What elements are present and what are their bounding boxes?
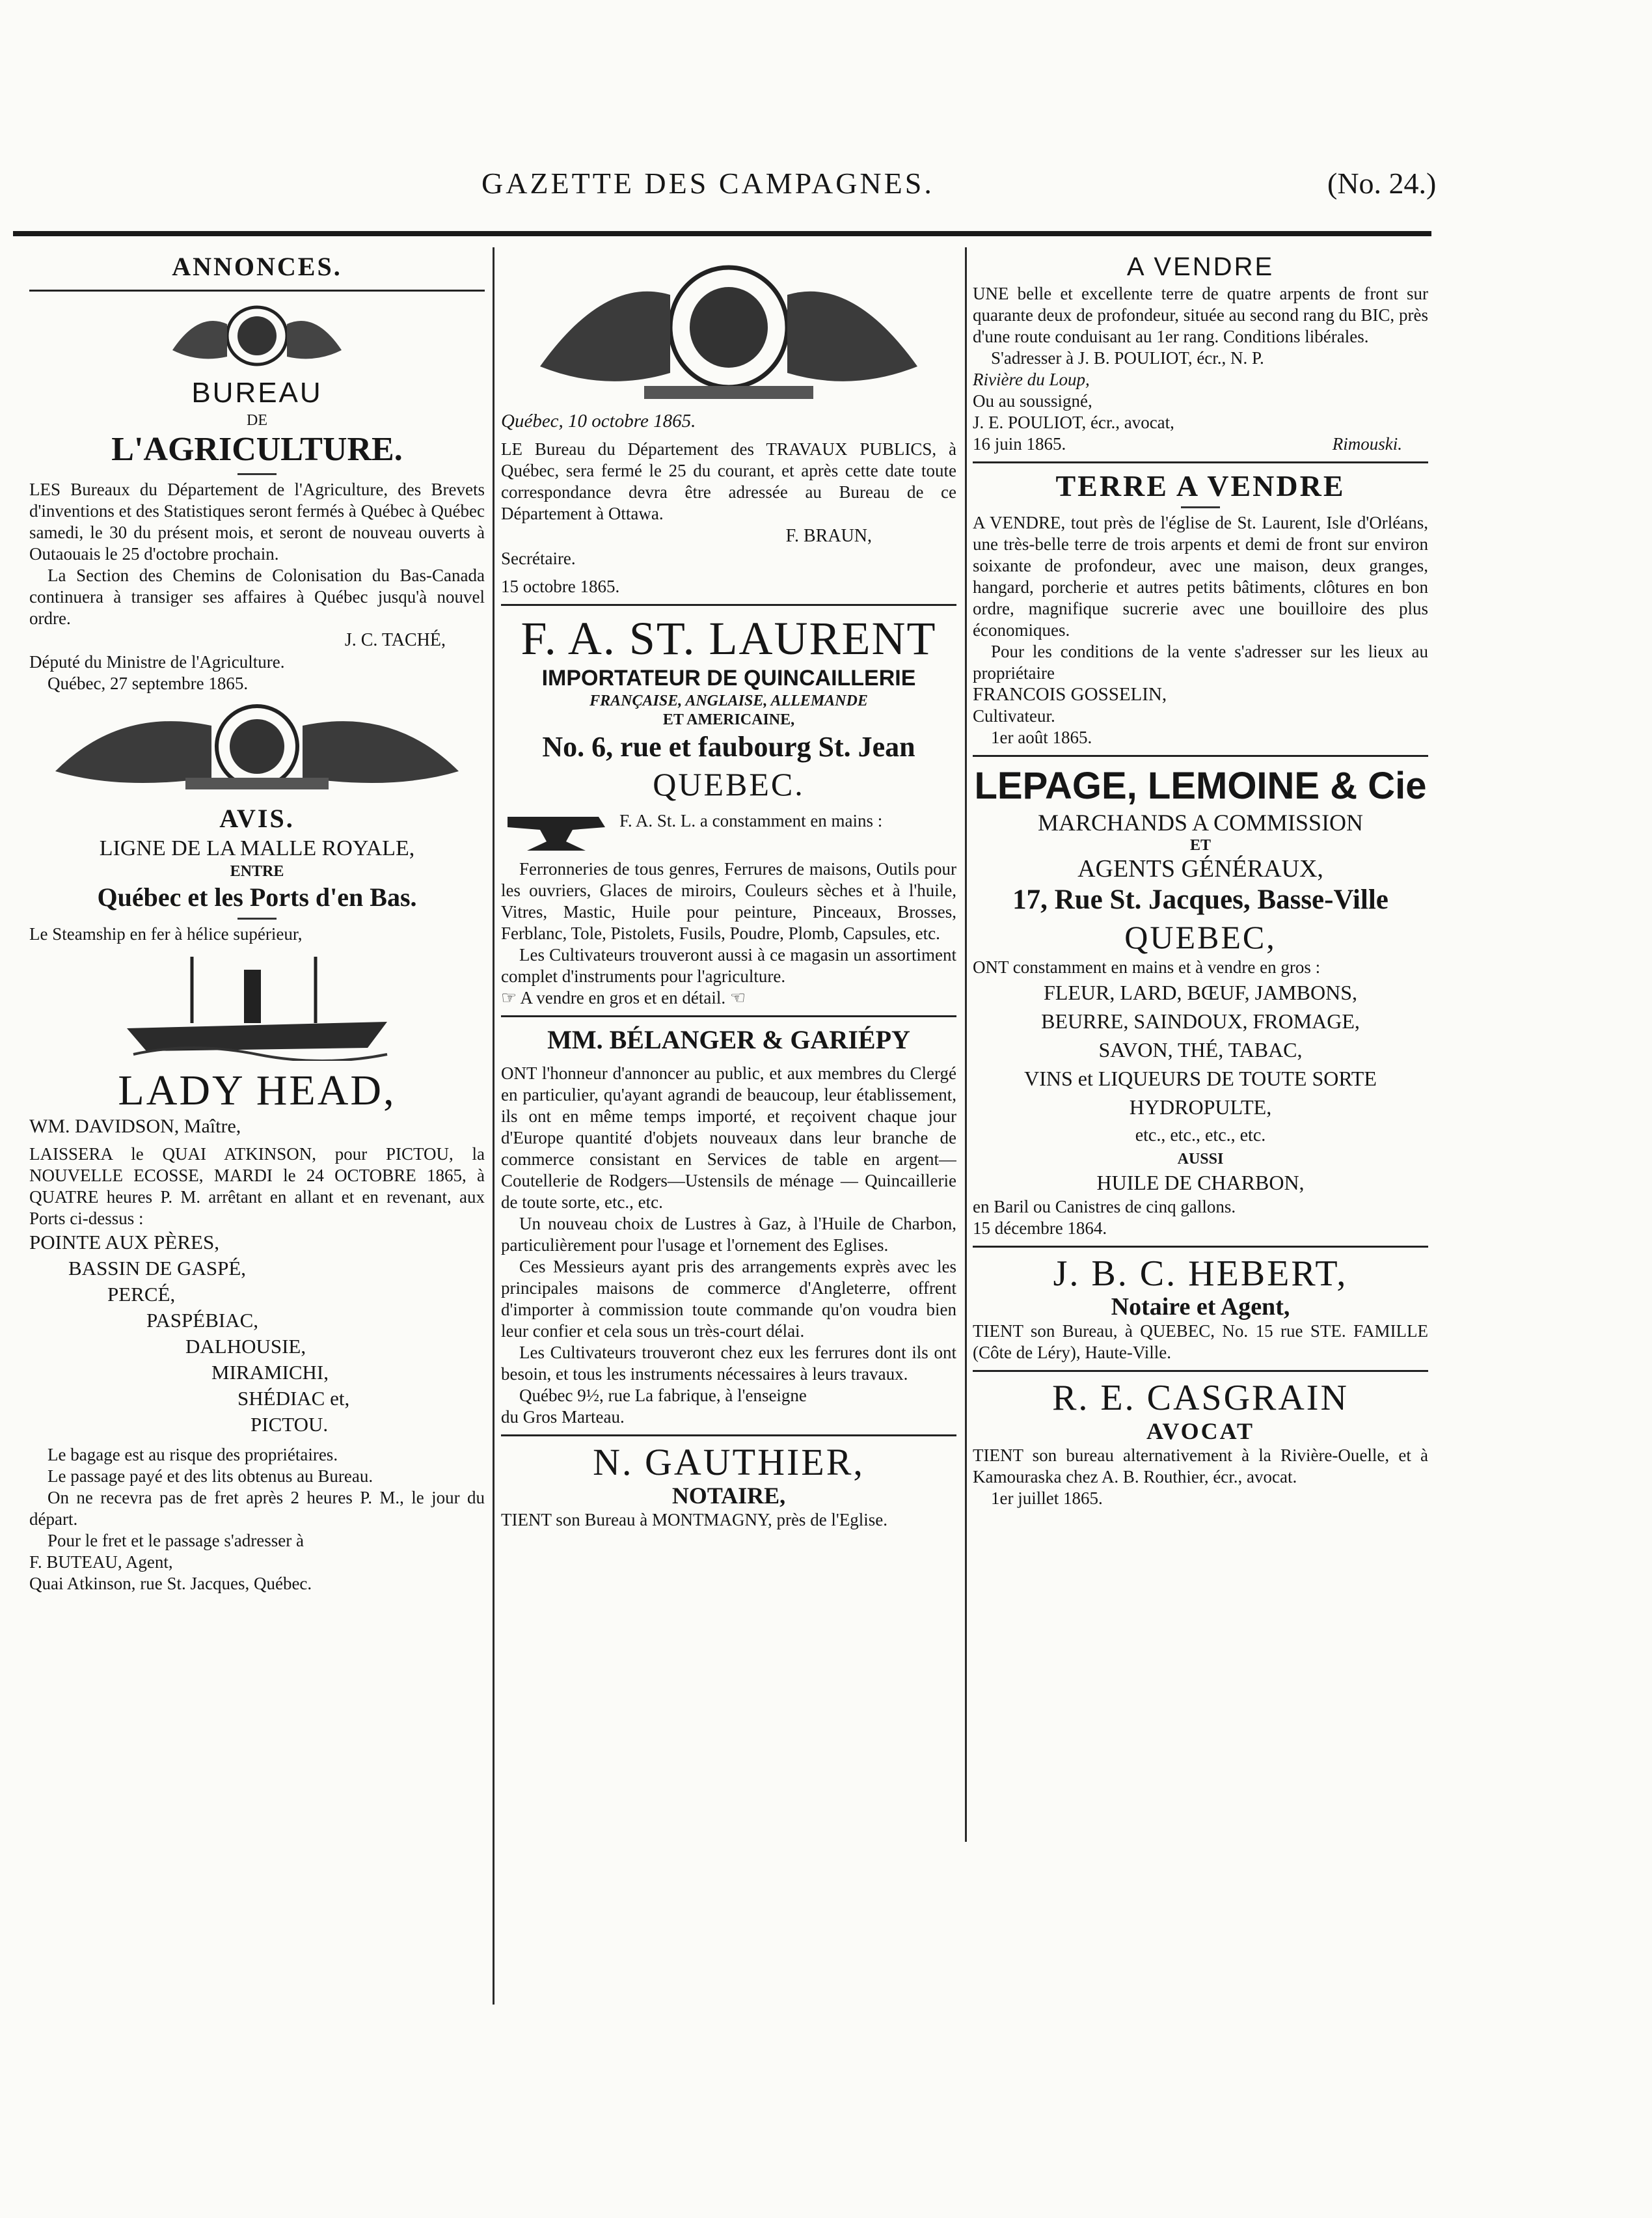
malle-royale-line: LIGNE DE LA MALLE ROYALE, — [99, 836, 415, 860]
lepage-aussi: AUSSI — [1177, 1151, 1224, 1168]
laurent-origins: FRANÇAISE, ANGLAISE, ALLEMANDE — [589, 692, 868, 709]
goods-list — [973, 978, 1428, 1150]
vendre-paragraph: UNE belle et excellente terre de quatre arpents de front sur quarante deux de profondeur, située au second rang du BIC, près d'une route conduisant au 1er rang. Conditions libérales. — [973, 284, 1428, 346]
hebert-title: Notaire et Agent, — [1111, 1293, 1290, 1321]
page-header — [39, 166, 1437, 212]
annonces-heading: ANNONCES. — [172, 252, 342, 281]
travaux-date-2: 15 octobre 1865. — [501, 577, 620, 596]
bureau-date: Québec, 27 septembre 1865. — [47, 674, 249, 693]
column-3 — [973, 251, 1428, 1852]
bureau-title: BUREAU — [191, 377, 323, 409]
casgrain-name: R. E. CASGRAIN — [1052, 1378, 1349, 1418]
tache-title: Député du Ministre de l'Agriculture. — [29, 652, 285, 672]
belanger-paragraph-3: Ces Messieurs ayant pris des arrangements exprès avec les principales maisons de commerce d'Angleterre, offrent d'importer à commission toute commande qu'on voudra bien leur confier et cela sous un très-court délai. — [501, 1257, 956, 1341]
issue-number: (No. 24.) — [1327, 167, 1437, 200]
steamship-icon — [120, 950, 394, 1061]
divider — [973, 461, 1428, 463]
goods-item: SAVON, THÉ, TABAC, — [1098, 1038, 1303, 1061]
pointing-hand-icon: ☜ — [729, 988, 746, 1007]
port-item: MIRAMICHI, — [211, 1361, 329, 1384]
laurent-subtitle: IMPORTATEUR DE QUINCAILLERIE — [541, 666, 916, 691]
belanger-address: Québec 9½, rue La fabrique, à l'enseigne — [519, 1386, 807, 1405]
port-item: SHÉDIAC et, — [237, 1387, 350, 1410]
lepage-baril: en Baril ou Canistres de cinq gallons. — [973, 1197, 1236, 1216]
casgrain-title: AVOCAT — [1146, 1418, 1254, 1444]
gauthier-paragraph: TIENT son Bureau à MONTMAGNY, près de l'Eglise. — [501, 1510, 888, 1529]
laurent-gros-text: A vendre en gros et en détail. — [520, 988, 726, 1007]
contact-line: Pour le fret et le passage s'adresser à — [47, 1531, 304, 1550]
divider — [501, 1434, 956, 1436]
royal-arms-icon — [42, 700, 472, 797]
goods-item: HYDROPULTE, — [1129, 1095, 1272, 1119]
coat-of-arms-icon — [159, 298, 355, 370]
vendre-footer — [973, 433, 1428, 455]
hebert-name: J. B. C. HEBERT, — [1053, 1253, 1348, 1294]
departure-paragraph: LAISSERA le QUAI ATKINSON, pour PICTOU, la NOUVELLE ECOSSE, MARDI le 24 OCTOBRE 1865, à QUATRE heures P. M. arrêtant en allant et en revenant, aux Ports ci-dessus : — [29, 1144, 485, 1228]
gauthier-name: N. GAUTHIER, — [593, 1441, 865, 1483]
bureau-paragraph-2: La Section des Chemins de Colonisation du Bas-Canada continuera à transiger ses affaires à Québec jusqu'à nouvel ordre. — [29, 566, 485, 628]
pointing-hand-icon: ☞ — [501, 988, 517, 1007]
agent-address: Quai Atkinson, rue St. Jacques, Québec. — [29, 1574, 312, 1593]
bureau-de: DE — [247, 412, 267, 429]
braun-signature: F. BRAUN, — [785, 526, 872, 546]
pouliot-contact: S'adresser à J. B. POULIOT, écr., N. P. — [991, 348, 1264, 368]
belanger-title: MM. BÉLANGER & GARIÉPY — [547, 1025, 910, 1054]
entre-label: ENTRE — [230, 863, 284, 880]
hebert-paragraph: TIENT son Bureau, à QUEBEC, No. 15 rue STE. FAMILLE (Côte de Léry), Haute-Ville. — [973, 1321, 1428, 1362]
ports-list — [29, 1229, 485, 1438]
vendre-place: Rimouski. — [1332, 434, 1402, 454]
laurent-origins-2: ET AMERICAINE, — [662, 711, 795, 728]
port-item: BASSIN DE GASPÉ, — [68, 1257, 247, 1280]
royal-arms-icon — [514, 256, 943, 405]
lepage-date: 15 décembre 1864. — [973, 1218, 1107, 1238]
baggage-line: Le bagage est au risque des propriétaires. — [47, 1445, 338, 1464]
terre-title: TERRE A VENDRE — [1055, 469, 1346, 502]
lepage-address: 17, Rue St. Jacques, Basse-Ville — [1012, 884, 1388, 915]
avis-heading: AVIS. — [219, 804, 295, 833]
gosselin-name: FRANCOIS GOSSELIN, — [973, 684, 1167, 705]
fret-line: On ne recevra pas de fret après 2 heures P. M., le jour du départ. — [29, 1488, 485, 1529]
port-item: POINTE AUX PÈRES, — [29, 1231, 219, 1253]
goods-item: BEURRE, SAINDOUX, FROMAGE, — [1041, 1009, 1360, 1033]
header-rule — [13, 231, 1431, 236]
or-line: Ou au soussigné, — [973, 391, 1092, 411]
pouliot-place: Rivière du Loup, — [973, 370, 1090, 389]
gosselin-title: Cultivateur. — [973, 706, 1055, 726]
short-dash — [237, 918, 277, 920]
belanger-paragraph-4: Les Cultivateurs trouveront chez eux les ferrures dont ils ont besoin, et tous les instruments nécessaires à leurs travaux. — [501, 1343, 956, 1384]
travaux-paragraph: LE Bureau du Département des TRAVAUX PUBLICS, à Québec, sera fermé le 25 du courant, et après cette date toute correspondance devra être adressée au Bureau de ce Département à Ottawa. — [501, 439, 956, 523]
belanger-paragraph-2: Un nouveau choix de Lustres à Gaz, à l'Huile de Charbon, particulièrement pour l'usage et l'ornement des Eglises. — [501, 1214, 956, 1255]
laurent-intro-text: F. A. St. L. a constamment en mains : — [619, 811, 883, 830]
divider — [973, 1246, 1428, 1248]
column-1 — [29, 251, 485, 2008]
laurent-address: No. 6, rue et faubourg St. Jean — [542, 731, 915, 763]
laurent-city: QUEBEC. — [653, 766, 805, 802]
divider — [29, 290, 485, 292]
port-item: PASPÉBIAC, — [146, 1309, 259, 1332]
terre-paragraph-2: Pour les conditions de la vente s'adresser sur les lieux au propriétaire — [973, 642, 1428, 683]
casgrain-paragraph: TIENT son bureau alternativement à la Rivière-Ouelle, et à Kamouraska chez A. B. Routhier, écr., avocat. — [973, 1445, 1428, 1486]
short-dash — [1181, 506, 1220, 508]
agriculture-title: L'AGRICULTURE. — [111, 431, 403, 468]
goods-item: FLEUR, LARD, BŒUF, JAMBONS, — [1044, 981, 1357, 1004]
anvil-icon — [501, 810, 612, 856]
terre-paragraph: A VENDRE, tout près de l'église de St. Laurent, Isle d'Orléans, une très-belle terre de trois arpents et demi de front sur environ soixante de profondeur, avec une maison, deux granges, hangard, porcherie et autres petits bâtiments, clôtures en bon ordre, magnifique sucrerie avec une bouilloire des plus économiques. — [973, 513, 1428, 640]
lepage-title: MARCHANDS A COMMISSION — [1037, 810, 1364, 836]
laurent-paragraph: Ferronneries de tous genres, Ferrures de maisons, Outils pour les ouvriers, Glaces de miroirs, Couleurs sèches et à l'huile, Vitres, Mastic, Huile pour peinture, Pinceaux, Brosses, Ferblanc, Tole, Pistolets, Fusils, Poudre, Plomb, Capsules, etc. — [501, 859, 956, 943]
lepage-paragraph: ONT constamment en mains et à vendre en gros : — [973, 957, 1321, 977]
goods-item: VINS et LIQUEURS DE TOUTE SORTE — [1024, 1067, 1377, 1090]
newspaper-title: GAZETTE DES CAMPAGNES. — [481, 167, 934, 200]
lepage-city: QUEBEC, — [1124, 919, 1277, 955]
port-item: DALHOUSIE, — [185, 1335, 306, 1358]
belanger-sign: du Gros Marteau. — [501, 1407, 625, 1427]
divider — [973, 1370, 1428, 1372]
laurent-name: F. A. ST. LAURENT — [521, 612, 937, 664]
steamship-line: Le Steamship en fer à hélice supérieur, — [29, 924, 303, 944]
pouliot-contact-2: J. E. POULIOT, écr., avocat, — [973, 413, 1174, 432]
bureau-paragraph: LES Bureaux du Département de l'Agriculture, des Brevets d'inventions et des Statistiques seront fermés à Québec à Québec samedi, le 30 du présent mois, et seront de nouveau ouverts à Outaouais le 25 d'octobre prochain. — [29, 480, 485, 564]
ship-master: WM. DAVIDSON, Maître, — [29, 1116, 241, 1137]
vendre-title: A VENDRE — [1126, 253, 1275, 281]
column-rule-2 — [965, 247, 967, 1842]
lepage-et: ET — [1189, 837, 1211, 854]
divider — [973, 755, 1428, 757]
agent-name: F. BUTEAU, Agent, — [29, 1552, 173, 1572]
gauthier-title: NOTAIRE, — [671, 1483, 786, 1509]
passage-line: Le passage payé et des lits obtenus au Bureau. — [47, 1466, 373, 1486]
route-title: Québec et les Ports d'en Bas. — [97, 883, 417, 912]
laurent-intro — [501, 810, 956, 832]
laurent-paragraph-2: Les Cultivateurs trouveront aussi à ce magasin un assortiment complet d'instruments pour l'agriculture. — [501, 945, 956, 986]
short-dash — [237, 473, 277, 475]
ship-name: LADY HEAD, — [118, 1067, 396, 1114]
laurent-gros-line — [501, 987, 956, 1009]
lepage-huile: HUILE DE CHARBON, — [1096, 1171, 1305, 1194]
divider — [501, 604, 956, 606]
port-item: PERCÉ, — [107, 1283, 176, 1306]
belanger-paragraph: ONT l'honneur d'annoncer au public, et aux membres du Clergé en particulier, qu'ayant agrandi de beaucoup, leur établissement, ils ont en même temps importé, et reçoivent chaque jour d'Europe quantité d'objets nouveaux dans leur branche de commerce consistant en Services de table en argent—Coutellerie de Rodgers—Ustensils de ménage — Quincaillerie de toute sorte, etc., etc. — [501, 1063, 956, 1212]
column-2 — [501, 251, 956, 1930]
casgrain-date: 1er juillet 1865. — [991, 1488, 1103, 1508]
divider — [501, 1015, 956, 1017]
goods-item: etc., etc., etc., etc. — [1135, 1125, 1266, 1145]
travaux-date: Québec, 10 octobre 1865. — [501, 411, 696, 431]
column-rule-1 — [493, 247, 494, 2005]
port-item: PICTOU. — [251, 1413, 329, 1436]
braun-title: Secrétaire. — [501, 549, 576, 568]
vendre-date: 16 juin 1865. — [973, 434, 1066, 454]
terre-date: 1er août 1865. — [991, 728, 1092, 747]
lepage-name: LEPAGE, LEMOINE & Cie — [974, 765, 1427, 807]
lepage-agents: AGENTS GÉNÉRAUX, — [1077, 855, 1323, 883]
tache-signature: J. C. TACHÉ, — [344, 630, 446, 650]
